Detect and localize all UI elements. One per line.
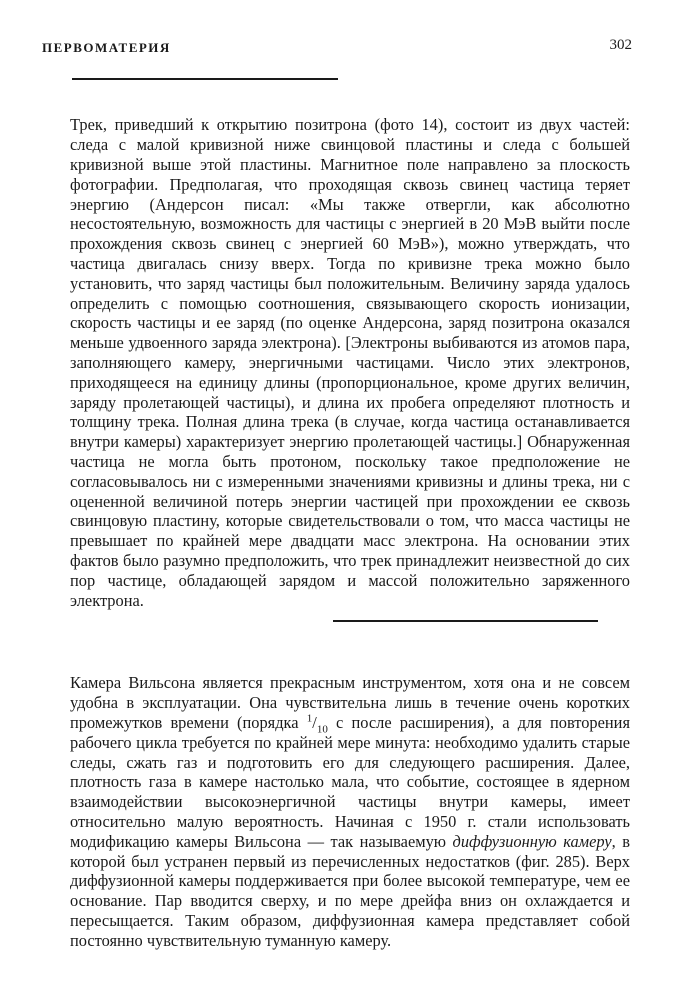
italic-term: диффузионную камеру [452, 831, 612, 851]
aside-bottom-rule [333, 620, 598, 622]
fraction-denominator: 10 [316, 723, 328, 736]
body-paragraph [70, 673, 630, 950]
body-text-part-1: Камера Вильсона является прекрасным инструментом, хотя она и не совсем удобна в эксплуатации. Она чувствительна лишь в течение очень коротких промежутков времени (порядка [70, 673, 630, 732]
body-text-part-2: с после расширения), а для повторения рабочего цикла требуется по крайней мере минута: необходимо удалить старые следы, сжать газ и подготовить его для следующего расширения. Далее, плотность газа в камере настолько мала, что событие, состоящее в ядерном взаимодействии высокоэнергичной частицы внутри камеры, имеет относительно малую вероятность. Начиная с 1950 г. стали использовать модификацию камеры Вильсона — так называемую [70, 712, 630, 851]
aside-top-rule [72, 78, 338, 80]
page-number: 302 [609, 37, 632, 53]
aside-paragraph: Трек, приведший к открытию позитрона (фото 14), состоит из двух частей: следа с малой кривизной ниже свинцовой пластины и следа с большей кривизной выше этой пластины. Магнитное поле направлено за плоскость фотографии. Предполагая, что проходящая сквозь свинец частица теряет энергию (Андерсон писал: «Мы также отвергли, как абсолютно несостоятельную, возможность для частицы с энергией в 20 МэВ выйти после прохождения сквозь свинец с энергией 60 МэВ»), можно утверждать, что частица двигалась снизу вверх. Тогда по кривизне трека можно было установить, что заряд частицы был положительным. Величину заряда удалось определить с помощью соотношения, связывающего скорость ионизации, скорость частицы и ее заряд (по оценке Андерсона, заряд позитрона оказался меньше удвоенного заряда электрона). [Электроны выбиваются из атомов пара, заполняющего камеру, энергичными частицами. Число этих электронов, приходящееся на единицу длины (пропорциональное, кроме других величин, заряду пролетающей частицы), и длина их пробега определяют плотность и толщину трека. Полная длина трека (в случае, когда частица останавливается внутри камеры) характеризует энергию пролетающей частицы.] Обнаруженная частица не могла быть протоном, поскольку такое предположение не согласовывалось ни с измеренными значениями кривизны и длины трека, ни с оцененной величиной потерь энергии частицей при прохождении ее сквозь свинцовую пластину, которые свидетельствовали о том, что масса частицы не превышает по крайней мере двадцати масс электрона. На основании этих фактов было разумно предположить, что трек принадлежит неизвестной до сих пор частице, обладающей зарядом и массой положительно заряженного электрона. [70, 115, 630, 610]
fraction-slash: / [312, 712, 317, 732]
chapter-title: ПЕРВОМАТЕРИЯ [42, 40, 171, 55]
fraction-numerator: 1 [306, 712, 313, 725]
body-text-part-3: , в которой был устранен первый из перечисленных недостатков (фиг. 285). Верх диффузионной камеры поддерживается при более высокой температуре, чем ее основание. Пар вводится сверху, и по мере дрейфа вниз он охлаждается и пересыщается. Таким образом, диффузионная камера представляет собой постоянно чувствительную туманную камеру. [70, 831, 630, 950]
